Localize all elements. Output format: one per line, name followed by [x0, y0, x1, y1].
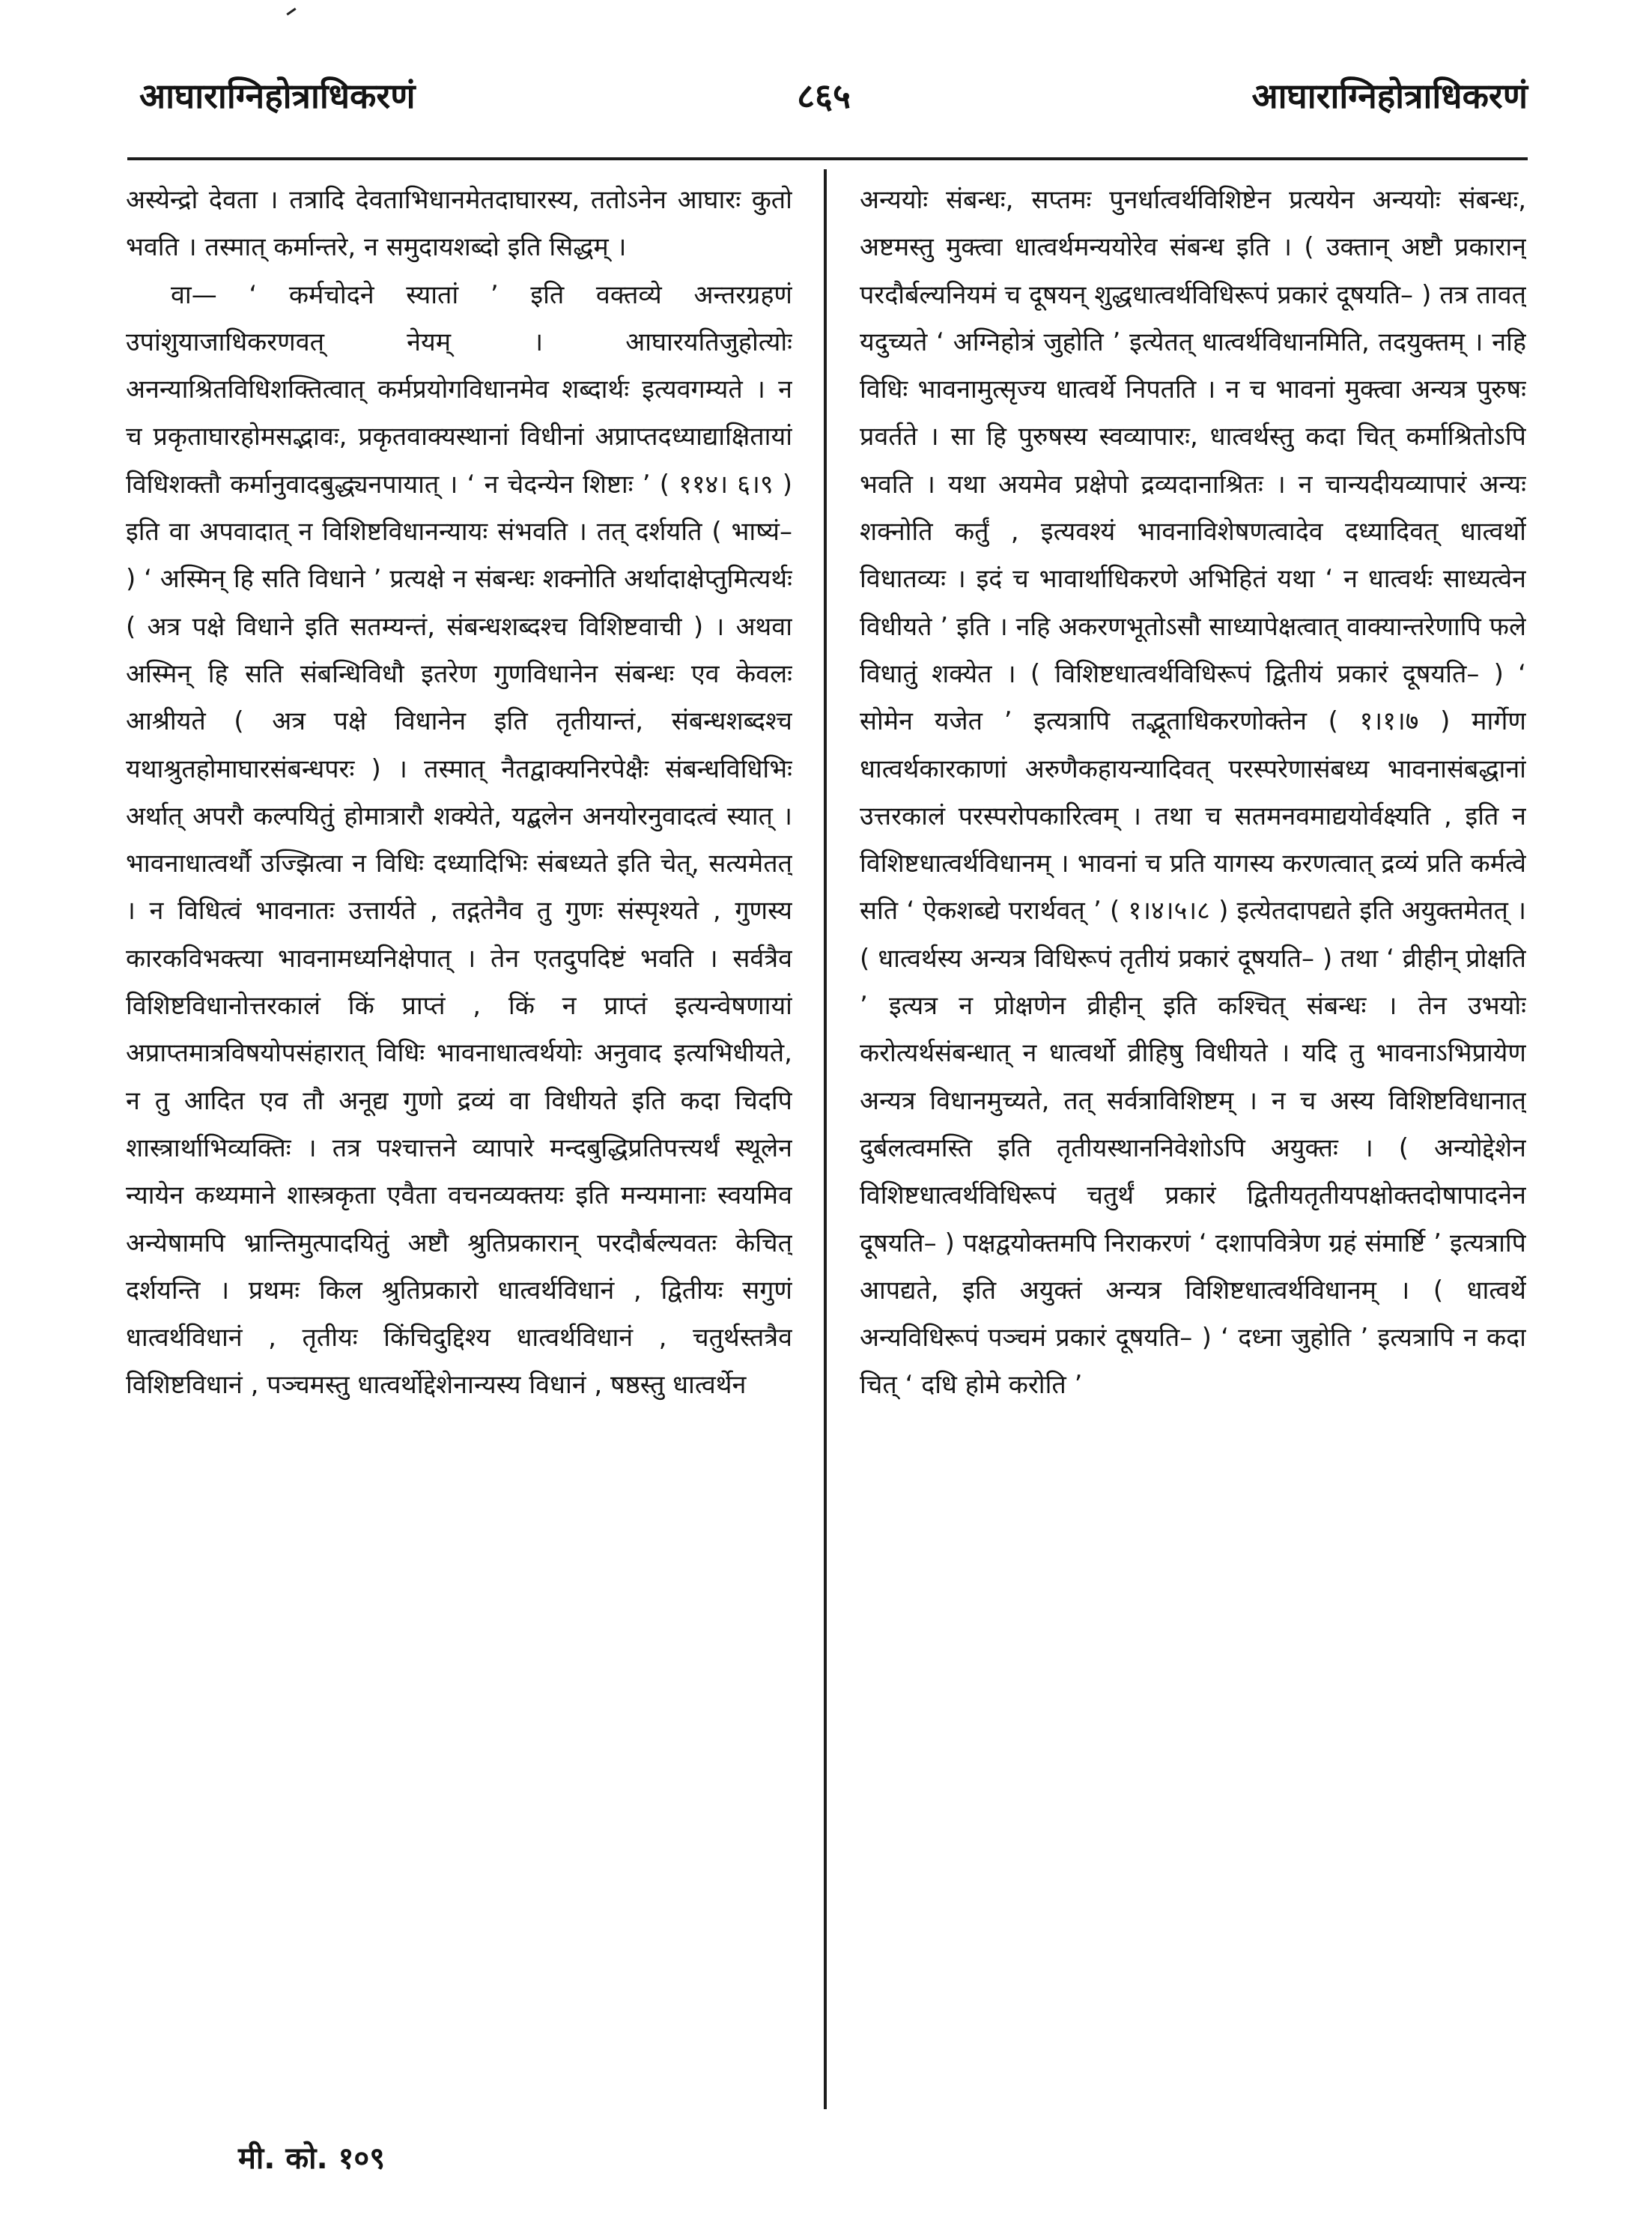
- stray-mark: [286, 7, 296, 15]
- left-column: [126, 177, 792, 2094]
- page-number: ८६५: [797, 76, 851, 116]
- header-rule: [127, 157, 1528, 160]
- running-title-left: आघाराग्निहोत्राधिकरणं: [139, 76, 416, 116]
- running-title-right: आघाराग्निहोत्राधिकरणं: [1251, 76, 1528, 116]
- signature-mark: मी. को. १०९: [238, 2141, 386, 2176]
- right-column: [860, 177, 1526, 2094]
- right-paragraph-1: अन्ययोः संबन्धः, सप्तमः पुनर्धात्वर्थविशिष्टेन प्रत्ययेन अन्ययोः संबन्धः, अष्टमस्तु मुक्त्वा धात्वर्थमन्ययोरेव संबन्ध इति । ( उक्तान् अष्टौ प्रकारान् परदौर्बल्यनियमं च दूषयन् शुद्धधात्वर्थविधिरूपं प्रकारं दूषयति– ) तत्र तावत् यदुच्यते ‘ अग्निहोत्रं जुहोति ’ इत्येतत् धात्वर्थविधानमिति, तदयुक्तम् । नहि विधिः भावनामुत्सृज्य धात्वर्थे निपतति । न च भावनां मुक्त्वा अन्यत्र पुरुषः प्रवर्तते । सा हि पुरुषस्य स्वव्यापारः, धात्वर्थस्तु कदा चित् कर्माश्रितोऽपि भवति । यथा अयमेव प्रक्षेपो द्रव्यदानाश्रितः । न चान्यदीयव्यापारं अन्यः शक्नोति कर्तुं , इत्यवश्यं भावनाविशेषणत्वादेव दध्यादिवत् धात्वर्थो विधातव्यः । इदं च भावार्थाधिकरणे अभिहितं यथा ‘ न धात्वर्थः साध्यत्वेन विधीयते ’ इति । नहि अकरणभूतोऽसौ साध्यापेक्षत्वात् वाक्यान्तरेणापि फले विधातुं शक्येत । ( विशिष्टधात्वर्थविधिरूपं द्वितीयं प्रकारं दूषयति– ) ‘ सोमेन यजेत ’ इत्यत्रापि तद्भूताधिकरणोक्तेन ( १।१।७ ) मार्गेण धात्वर्थकारकाणां अरुणैकहायन्यादिवत् परस्परेणासंबध्य भावनासंबद्धानां उत्तरकालं परस्परोपकारित्वम् । तथा च सतमनवमाद्ययोर्वक्ष्यति , इति न विशिष्टधात्वर्थविधानम् । भावनां च प्रति यागस्य करणत्वात् द्रव्यं प्रति कर्मत्वे सति ‘ ऐकशब्द्ये परार्थवत् ’ ( १।४।५।८ ) इत्येतदापद्यते इति अयुक्तमेतत् । ( धात्वर्थस्य अन्यत्र विधिरूपं तृतीयं प्रकारं दूषयति– ) तथा ‘ व्रीहीन् प्रोक्षति ’ इत्यत्र न प्रोक्षणेन व्रीहीन् इति कश्चित् संबन्धः । तेन उभयोः करोत्यर्थसंबन्धात् न धात्वर्थो व्रीहिषु विधीयते । यदि तु भावनाऽभिप्रायेण अन्यत्र विधानमुच्यते, तत् सर्वत्राविशिष्टम् । न च अस्य विशिष्टविधानात् दुर्बलत्वमस्ति इति तृतीयस्थाननिवेशोऽपि अयुक्तः । ( अन्योद्देशेन विशिष्टधात्वर्थविधिरूपं चतुर्थं प्रकारं द्वितीयतृतीयपक्षोक्तदोषापादनेन दूषयति– ) पक्षद्वयोक्तमपि निराकरणं ‘ दशापवित्रेण ग्रहं संमार्ष्टि ’ इत्यत्रापि आपद्यते, इति अयुक्तं अन्यत्र विशिष्टधात्वर्थविधानम् । ( धात्वर्थे अन्यविधिरूपं पञ्चमं प्रकारं दूषयति– ) ‘ दध्ना जुहोति ’ इत्यत्रापि न कदा चित् ‘ दधि होमे करोति ’: [860, 185, 1526, 1401]
- column-divider: [824, 169, 827, 2109]
- left-paragraph-1: अस्येन्द्रो देवता । तत्रादि देवताभिधानमेतदाघारस्य, ततोऽनेन आघारः कुतो भवति । तस्मात् कर्मान्तरे, न समुदायशब्दो इति सिद्धम् ।: [126, 185, 792, 263]
- left-paragraph-2: वा— ‘ कर्मचोदने स्यातां ’ इति वक्तव्ये अन्तरग्रहणं उपांशुयाजाधिकरणवत् नेयम् । आघारयतिजुहोत्योः अनन्याश्रितविधिशक्तित्वात् कर्मप्रयोगविधानमेव शब्दार्थः इत्यवगम्यते । न च प्रकृताघारहोमसद्भावः, प्रकृतवाक्यस्थानां विधीनां अप्राप्तदध्याद्याक्षितायां विधिशक्तौ कर्मानुवादबुद्ध्यनपायात् । ‘ न चेदन्येन शिष्टाः ’ ( ११४। ६।९ ) इति वा अपवादात् न विशिष्टविधानन्यायः संभवति । तत् दर्शयति ( भाष्यं– ) ‘ अस्मिन् हि सति विधाने ’ प्रत्यक्षे न संबन्धः शक्नोति अर्थादाक्षेप्तुमित्यर्थः ( अत्र पक्षे विधाने इति सतम्यन्तं, संबन्धशब्दश्च विशिष्टवाची ) । अथवा अस्मिन् हि सति संबन्धिविधौ इतरेण गुणविधानेन संबन्धः एव केवलः आश्रीयते ( अत्र पक्षे विधानेन इति तृतीयान्तं, संबन्धशब्दश्च यथाश्रुतहोमाघारसंबन्धपरः ) । तस्मात् नैतद्वाक्यनिरपेक्षैः संबन्धविधिभिः अर्थात् अपरौ कल्पयितुं होमात्रारौ शक्येते, यद्बलेन अनयोरनुवादत्वं स्यात् । भावनाधात्वर्थौ उज्झित्वा न विधिः दध्यादिभिः संबध्यते इति चेत्, सत्यमेतत् । न विधित्वं भावनातः उत्तार्यते , तद्गतेनैव तु गुणः संस्पृश्यते , गुणस्य कारकविभक्त्या भावनामध्यनिक्षेपात् । तेन एतदुपदिष्टं भवति । सर्वत्रैव विशिष्टविधानोत्तरकालं किं प्राप्तं , किं न प्राप्तं इत्यन्वेषणायां अप्राप्तमात्रविषयोपसंहारात् विधिः भावनाधात्वर्थयोः अनुवाद इत्यभिधीयते, न तु आदित एव तौ अनूद्य गुणो द्रव्यं वा विधीयते इति कदा चिदपि शास्त्रार्थाभिव्यक्तिः । तत्र पश्चात्तने व्यापारे मन्दबुद्धिप्रतिपत्त्यर्थं स्थूलेन न्यायेन कथ्यमाने शास्त्रकृता एवैता वचनव्यक्तयः इति मन्यमानाः स्वयमिव अन्येषामपि भ्रान्तिमुत्पादयितुं अष्टौ श्रुतिप्रकारान् परदौर्बल्यवतः केचित् दर्शयन्ति । प्रथमः किल श्रुतिप्रकारो धात्वर्थविधानं , द्वितीयः सगुणं धात्वर्थविधानं , तृतीयः किंचिदुद्दिश्य धात्वर्थविधानं , चतुर्थस्तत्रैव विशिष्टविधानं , पञ्चमस्तु धात्वर्थोद्देशेनान्यस्य विधानं , षष्ठस्तु धात्वर्थेन: [126, 279, 792, 1401]
- page-header: [112, 72, 1535, 139]
